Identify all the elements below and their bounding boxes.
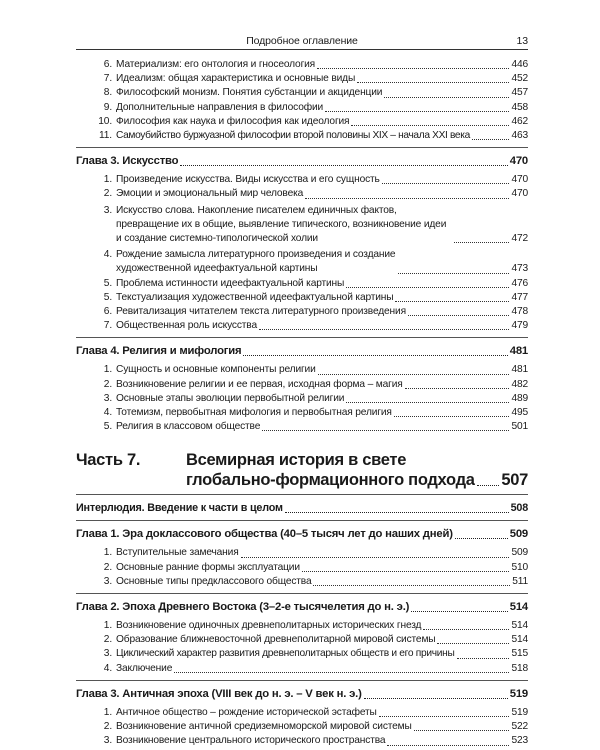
leader-dots bbox=[394, 416, 510, 417]
entry-number: 1. bbox=[103, 364, 112, 376]
leader-dots bbox=[457, 658, 510, 659]
entry-title: Философский монизм. Понятия субстанции и акциденции bbox=[116, 87, 383, 99]
entry-page: 514 bbox=[511, 620, 528, 632]
entry-title: Материализм: его онтология и гносеология bbox=[116, 59, 316, 70]
leader-dots bbox=[477, 485, 500, 486]
entry-title: Ревитализация читателем текста литературного произведения bbox=[116, 306, 406, 318]
leader-dots bbox=[414, 730, 510, 731]
leader-dots bbox=[318, 374, 510, 375]
chapter-heading-art[interactable] bbox=[76, 154, 528, 169]
section-divider bbox=[76, 494, 528, 495]
entry-page: 509 bbox=[511, 547, 528, 559]
entry-title: Общественная роль искусства bbox=[116, 320, 257, 332]
entry-number: 2. bbox=[103, 378, 112, 390]
leader-dots bbox=[357, 82, 509, 83]
entry-number: 3. bbox=[103, 648, 112, 660]
chapter-preclass-items bbox=[76, 546, 528, 589]
entry-title: Образование ближневосточной древнеполитарной мировой системы bbox=[116, 634, 436, 646]
running-head bbox=[76, 34, 528, 50]
leader-dots bbox=[243, 355, 507, 356]
entry-number: 8. bbox=[103, 87, 112, 99]
part-heading[interactable] bbox=[76, 450, 528, 490]
interlude-heading[interactable] bbox=[76, 501, 528, 516]
toc-entry[interactable] bbox=[76, 619, 528, 633]
entry-page: 477 bbox=[511, 291, 528, 303]
leader-dots bbox=[346, 287, 509, 288]
toc-entry[interactable] bbox=[76, 305, 528, 319]
part-label: Часть 7. bbox=[76, 451, 141, 470]
entry-title: Циклический характер развития древнеполитарных обществ и его причины bbox=[116, 648, 455, 660]
toc-entry[interactable] bbox=[76, 291, 528, 305]
chapter-religion-items bbox=[76, 363, 528, 434]
entry-title: Античное общество – рождение исторической эстафеты bbox=[116, 706, 377, 718]
entry-number: 3. bbox=[103, 575, 112, 587]
entry-page: 470 bbox=[511, 174, 528, 186]
interlude-page: 508 bbox=[510, 502, 528, 515]
toc-entry[interactable] bbox=[76, 706, 528, 720]
leader-dots bbox=[302, 571, 510, 572]
toc-entry[interactable] bbox=[76, 319, 528, 333]
entry-number: 5. bbox=[103, 277, 112, 289]
chapter-antiquity-items bbox=[76, 706, 528, 749]
entry-page: 510 bbox=[511, 561, 528, 573]
toc-entry[interactable] bbox=[76, 86, 528, 100]
entry-number: 9. bbox=[103, 101, 112, 113]
section-divider bbox=[76, 520, 528, 521]
section-divider bbox=[76, 147, 528, 148]
leader-dots bbox=[455, 538, 508, 539]
entry-number: 3. bbox=[103, 392, 112, 404]
entry-number: 3. bbox=[103, 735, 112, 747]
toc-entry[interactable] bbox=[76, 101, 528, 115]
chapter-title: Глава 4. Религия и мифология bbox=[76, 345, 242, 358]
chapter-title: Глава 3. Искусство bbox=[76, 155, 179, 168]
toc-entry[interactable] bbox=[76, 662, 528, 676]
entry-number: 6. bbox=[103, 306, 112, 318]
leader-dots bbox=[285, 512, 509, 513]
entry-page: 457 bbox=[511, 87, 528, 99]
entry-title: Проблема истинности идеефактуальной картины bbox=[116, 277, 345, 289]
running-head-page-number: 13 bbox=[516, 35, 528, 47]
chapter-art-items bbox=[76, 173, 528, 333]
part-title-line1: Всемирная история в свете bbox=[186, 451, 407, 470]
entry-page: 452 bbox=[511, 73, 528, 85]
entry-number: 7. bbox=[103, 73, 112, 85]
chapter-heading-antiquity[interactable] bbox=[76, 687, 528, 702]
toc-entry[interactable] bbox=[76, 392, 528, 406]
entry-number: 6. bbox=[103, 59, 112, 70]
entry-number: 1. bbox=[103, 547, 112, 559]
leader-dots bbox=[454, 242, 509, 243]
chapter-title: Глава 1. Эра доклассового общества (40–5 тысяч лет до наших дней) bbox=[76, 528, 453, 541]
toc-entry[interactable] bbox=[76, 363, 528, 377]
leader-dots bbox=[379, 716, 510, 717]
chapter-heading-religion[interactable] bbox=[76, 344, 528, 359]
leader-dots bbox=[387, 745, 509, 746]
chapter-heading-preclass[interactable] bbox=[76, 527, 528, 542]
toc-entry[interactable] bbox=[76, 647, 528, 661]
entry-page: 470 bbox=[511, 188, 528, 200]
chapter-page: 470 bbox=[509, 155, 528, 168]
leader-dots bbox=[305, 198, 509, 199]
entry-title: Основные этапы эволюции первобытной религии bbox=[116, 392, 345, 404]
entry-title: Основные ранние формы эксплуатации bbox=[116, 561, 300, 573]
toc-entry[interactable] bbox=[76, 734, 528, 748]
entry-page: 481 bbox=[511, 364, 528, 376]
part-title-line2: глобально-формационного подхода bbox=[186, 471, 475, 490]
leader-dots bbox=[437, 643, 509, 644]
entry-title: Религия в классовом обществе bbox=[116, 421, 261, 433]
entry-title: Произведение искусства. Виды искусства и его сущность bbox=[116, 174, 380, 186]
entry-title: Возникновение одиночных древнеполитарных исторических гнезд bbox=[116, 620, 422, 632]
entry-page: 446 bbox=[511, 59, 528, 70]
toc-entry[interactable] bbox=[76, 378, 528, 392]
toc-entry[interactable] bbox=[76, 420, 528, 434]
entry-number: 5. bbox=[103, 421, 112, 433]
entry-page: 511 bbox=[512, 575, 528, 587]
leader-dots bbox=[384, 97, 509, 98]
leader-dots bbox=[259, 329, 509, 330]
leader-dots bbox=[346, 402, 509, 403]
entry-number: 11. bbox=[99, 130, 112, 142]
entry-title: Сущность и основные компоненты религии bbox=[116, 364, 316, 376]
leader-dots bbox=[398, 273, 509, 274]
entry-number: 2. bbox=[103, 561, 112, 573]
toc-entry[interactable] bbox=[76, 546, 528, 560]
entry-number: 2. bbox=[103, 188, 112, 200]
table-of-contents bbox=[76, 58, 528, 749]
leader-dots bbox=[411, 611, 508, 612]
chapter-title: Глава 3. Античная эпоха (VIII век до н. э. – V век н. э.) bbox=[76, 687, 362, 700]
entry-number: 4. bbox=[103, 662, 112, 674]
chapter-page: 514 bbox=[509, 601, 528, 614]
chapter-heading-ancient-east[interactable] bbox=[76, 600, 528, 615]
leader-dots bbox=[317, 68, 509, 69]
entry-page: 463 bbox=[511, 130, 528, 142]
entry-title: Заключение bbox=[116, 662, 173, 674]
entry-number: 2. bbox=[103, 721, 112, 733]
entry-page: 478 bbox=[511, 306, 528, 318]
chapter-page: 509 bbox=[509, 528, 528, 541]
leader-dots bbox=[180, 165, 507, 166]
chapter-page: 481 bbox=[509, 345, 528, 358]
toc-entry[interactable] bbox=[76, 633, 528, 647]
entry-page: 489 bbox=[511, 392, 528, 404]
part-page: 507 bbox=[501, 471, 528, 490]
entry-page: 473 bbox=[511, 263, 528, 275]
toc-entry[interactable] bbox=[76, 58, 528, 72]
toc-entry[interactable] bbox=[76, 115, 528, 129]
entry-number: 1. bbox=[103, 174, 112, 186]
entry-page: 522 bbox=[511, 721, 528, 733]
entry-title: Дополнительные направления в философии bbox=[116, 101, 324, 113]
entry-number: 10. bbox=[98, 115, 112, 127]
toc-entry[interactable] bbox=[76, 406, 528, 420]
entry-page: 495 bbox=[511, 407, 528, 419]
chapter-title: Глава 2. Эпоха Древнего Востока (3–2-е тысячелетия до н. э.) bbox=[76, 601, 410, 614]
entry-number: 4. bbox=[103, 249, 112, 261]
entry-title: Самоубийство буржуазной философии второй половины XIX – начала XXI века bbox=[116, 130, 470, 142]
leader-dots bbox=[241, 557, 510, 558]
leader-dots bbox=[408, 315, 510, 316]
interlude-title: Интерлюдия. Введение к части в целом bbox=[76, 502, 283, 515]
entry-title: Тотемизм, первобытная мифология и первобытная религия bbox=[116, 407, 392, 419]
toc-entry[interactable] bbox=[76, 129, 528, 143]
entry-number: 4. bbox=[103, 407, 112, 419]
leader-dots bbox=[472, 139, 510, 140]
toc-entry[interactable] bbox=[76, 575, 528, 589]
entry-page: 476 bbox=[511, 277, 528, 289]
leader-dots bbox=[262, 430, 509, 431]
leader-dots bbox=[423, 629, 509, 630]
section-divider bbox=[76, 680, 528, 681]
entry-page: 472 bbox=[511, 233, 528, 245]
entry-number: 5. bbox=[103, 291, 112, 303]
entry-title: Возникновение религии и ее первая, исходная форма – магия bbox=[116, 378, 403, 390]
entry-page: 514 bbox=[511, 634, 528, 646]
toc-entry[interactable] bbox=[76, 72, 528, 86]
entry-title: Текстуализация художественной идеефактуальной картины bbox=[116, 291, 394, 303]
entry-page: 518 bbox=[511, 662, 528, 674]
toc-section-continued bbox=[76, 58, 528, 143]
entry-title: Возникновение античной средиземноморской мировой системы bbox=[116, 721, 412, 733]
entry-title: Философия как наука и философия как идеология bbox=[116, 115, 350, 127]
leader-dots bbox=[395, 301, 509, 302]
toc-entry[interactable] bbox=[76, 187, 528, 201]
leader-dots bbox=[364, 698, 508, 699]
entry-title: Рождение замысла литературного произведения и создание художественной идеефактуальной картины bbox=[116, 249, 396, 275]
entry-title: Возникновение центрального исторического пространства bbox=[116, 735, 386, 747]
toc-entry[interactable] bbox=[76, 173, 528, 187]
leader-dots bbox=[174, 672, 509, 673]
entry-page: 501 bbox=[511, 421, 528, 433]
toc-entry[interactable] bbox=[76, 561, 528, 575]
entry-page: 479 bbox=[511, 320, 528, 332]
toc-entry[interactable] bbox=[76, 248, 528, 276]
toc-entry[interactable] bbox=[76, 277, 528, 291]
leader-dots bbox=[325, 111, 509, 112]
section-divider bbox=[76, 337, 528, 338]
leader-dots bbox=[382, 183, 510, 184]
entry-page: 458 bbox=[511, 101, 528, 113]
entry-title: Искусство слова. Накопление писателем единичных фактов, превращение их в общие, выявление типического, возникновение идеи и создание системно-типологической холии bbox=[116, 204, 447, 245]
entry-page: 462 bbox=[511, 115, 528, 127]
entry-number: 2. bbox=[103, 634, 112, 646]
toc-entry[interactable] bbox=[76, 720, 528, 734]
leader-dots bbox=[351, 125, 509, 126]
section-divider bbox=[76, 593, 528, 594]
entry-number: 3. bbox=[103, 204, 112, 216]
leader-dots bbox=[405, 388, 510, 389]
entry-title: Эмоции и эмоциональный мир человека bbox=[116, 188, 304, 200]
entry-title: Основные типы предклассового общества bbox=[116, 575, 312, 587]
entry-page: 523 bbox=[511, 735, 528, 747]
running-head-title: Подробное оглавление bbox=[246, 35, 358, 47]
entry-number: 1. bbox=[103, 620, 112, 632]
entry-number: 7. bbox=[103, 320, 112, 332]
leader-dots bbox=[313, 585, 510, 586]
entry-number: 1. bbox=[103, 706, 112, 718]
chapter-page: 519 bbox=[509, 687, 528, 700]
chapter-ancient-east-items bbox=[76, 619, 528, 676]
entry-page: 519 bbox=[511, 706, 528, 718]
entry-page: 482 bbox=[511, 378, 528, 390]
toc-entry[interactable] bbox=[76, 204, 528, 247]
entry-page: 515 bbox=[511, 648, 528, 660]
entry-title: Вступительные замечания bbox=[116, 547, 239, 559]
entry-title: Идеализм: общая характеристика и основные виды bbox=[116, 73, 356, 85]
